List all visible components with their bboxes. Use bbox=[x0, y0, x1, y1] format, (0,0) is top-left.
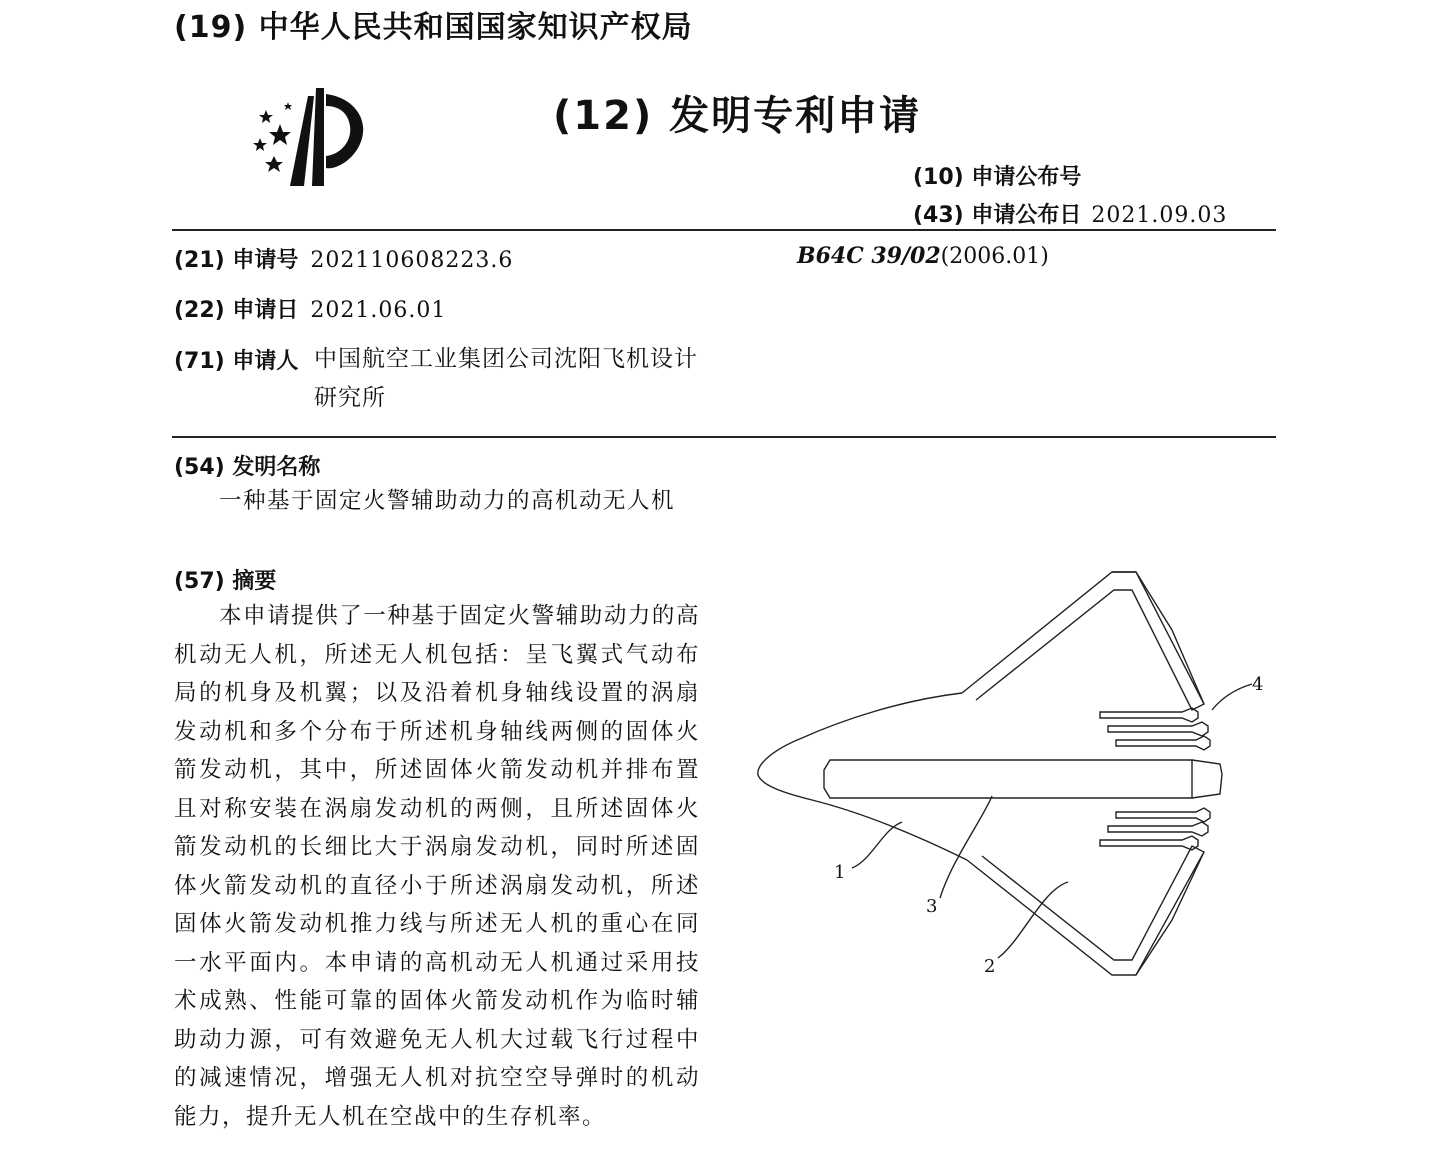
application-number-label: (21) 申请号 bbox=[174, 248, 299, 273]
drawing-label-2: 2 bbox=[984, 956, 996, 977]
issuing-office: (19) 中华人民共和国国家知识产权局 bbox=[174, 10, 693, 45]
cnipa-emblem-icon bbox=[238, 82, 378, 194]
application-number bbox=[174, 243, 513, 274]
ipc-code: B64C 39/02 bbox=[797, 243, 941, 269]
publication-date bbox=[913, 198, 1227, 229]
document-type-heading: (12) 发明专利申请 bbox=[553, 93, 922, 139]
applicant-row bbox=[174, 344, 298, 375]
applicant-value: 中国航空工业集团公司沈阳飞机设计研究所 bbox=[314, 346, 698, 411]
application-date-value: 2021.06.01 bbox=[310, 298, 447, 323]
rocket-motors-lower bbox=[1100, 808, 1210, 850]
application-date-label: (22) 申请日 bbox=[174, 298, 299, 323]
middle-divider bbox=[172, 436, 1276, 438]
publication-number bbox=[913, 160, 1081, 191]
ipc-version: (2006.01) bbox=[940, 244, 1049, 269]
top-divider bbox=[172, 229, 1276, 231]
drawing-label-3: 3 bbox=[926, 896, 938, 917]
lower-wing bbox=[967, 846, 1204, 975]
publication-date-label: (43) 申请公布日 bbox=[913, 203, 1082, 228]
drawing-label-1: 1 bbox=[834, 862, 846, 883]
ipc-classification bbox=[797, 243, 1049, 269]
abstract-text: 本申请提供了一种基于固定火警辅助动力的高机动无人机，所述无人机包括：呈飞翼式气动布局的机身及机翼；以及沿着机身轴线设置的涡扇发动机和多个分布于所述机身轴线两侧的固体火箭发动机，其中，所述固体火箭发动机并排布置且对称安装在涡扇发动机的两侧，且所述固体火箭发动机的长细比大于涡扇发动机，同时所述固体火箭发动机的直径小于所述涡扇发动机，所述固体火箭发动机推力线与所述无人机的重心在同一水平面内。本申请的高机动无人机通过采用技术成熟、性能可靠的固体火箭发动机作为临时辅助动力源，可有效避免无人机大过载飞行过程中的减速情况，增强无人机对抗空空导弹时的机动能力，提升无人机在空战中的生存机率。 bbox=[174, 603, 700, 1130]
abstract-label: (57) 摘要 bbox=[174, 569, 277, 594]
publication-number-label: (10) 申请公布号 bbox=[913, 165, 1082, 190]
publication-date-value: 2021.09.03 bbox=[1091, 203, 1228, 228]
upper-wing bbox=[962, 572, 1204, 710]
invention-title: 一种基于固定火警辅助动力的高机动无人机 bbox=[219, 488, 676, 514]
invention-title-label: (54) 发明名称 bbox=[174, 455, 321, 480]
application-date bbox=[174, 293, 446, 324]
drawing-label-4: 4 bbox=[1252, 674, 1264, 695]
aircraft-drawing bbox=[752, 560, 1272, 990]
applicant-label: (71) 申请人 bbox=[174, 349, 299, 374]
application-number-value: 202110608223.6 bbox=[310, 248, 514, 273]
rocket-motors-upper bbox=[1100, 708, 1210, 750]
engine-body bbox=[824, 760, 1192, 798]
fuselage-outline bbox=[758, 693, 967, 860]
